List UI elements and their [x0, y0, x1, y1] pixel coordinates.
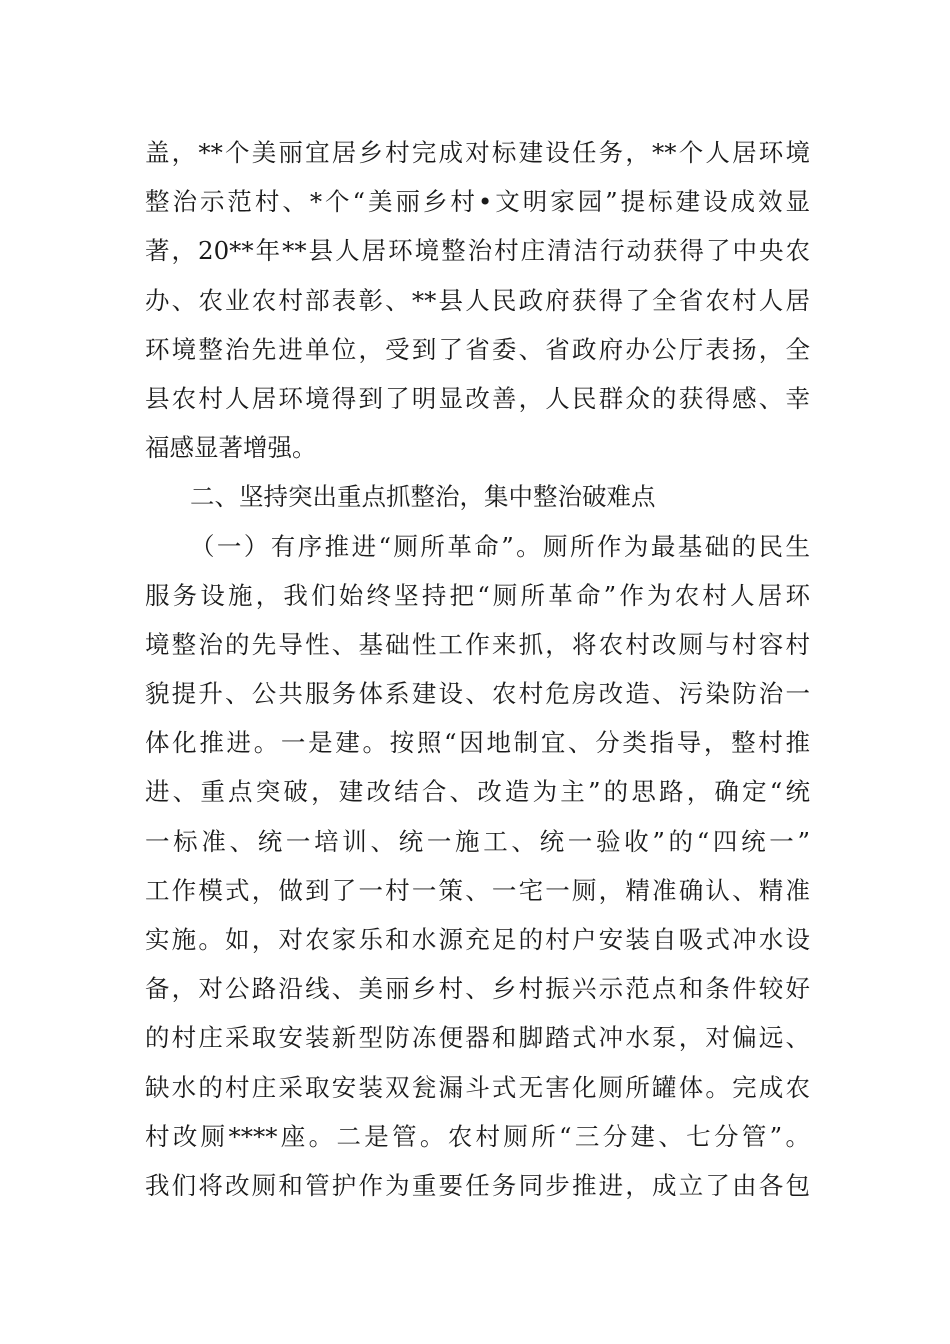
- text-line-18: 备，对公路沿线、美丽乡村、乡村振兴示范点和条件较好: [145, 974, 810, 1004]
- text-line-11: 境整治的先导性、基础性工作来抓，将农村改厕与村容村: [145, 629, 810, 659]
- text-line-4: 办、农业农村部表彰、**县人民政府获得了全省农村人居: [145, 285, 810, 315]
- text-line-1: 盖，**个美丽宜居乡村完成对标建设任务，**个人居环境: [145, 138, 810, 167]
- text-line-2: 整治示范村、*个“美丽乡村•文明家园”提标建设成效显: [145, 187, 810, 217]
- text-line-20: 缺水的村庄采取安装双瓮漏斗式无害化厕所罐体。完成农: [145, 1072, 810, 1102]
- text-line-13: 体化推进。一是建。按照“因地制宜、分类指导，整村推: [145, 728, 810, 758]
- text-line-5: 环境整治先进单位，受到了省委、省政府办公厅表扬，全: [145, 334, 810, 364]
- text-line-22: 我们将改厕和管护作为重要任务同步推进，成立了由各包: [145, 1170, 810, 1200]
- section-heading: 二、坚持突出重点抓整治，集中整治破难点: [190, 482, 656, 512]
- text-line-21: 村改厕****座。二是管。农村厕所“三分建、七分管”。: [145, 1121, 810, 1151]
- text-line-14: 进、重点突破，建改结合、改造为主”的思路，确定“统: [145, 777, 810, 807]
- text-line-12: 貌提升、公共服务体系建设、农村危房改造、污染防治一: [145, 679, 810, 709]
- body-text: [145, 128, 810, 1210]
- text-line-19: 的村庄采取安装新型防冻便器和脚踏式冲水泵，对偏远、: [145, 1023, 810, 1053]
- text-line-6: 县农村人居环境得到了明显改善，人民群众的获得感、幸: [145, 383, 810, 413]
- subsection-heading-line: （一）有序推进“厕所革命”。厕所作为最基础的民生: [190, 531, 810, 561]
- text-line-15: 一标准、统一培训、统一施工、统一验收”的“四统一”: [145, 826, 810, 856]
- text-line-10: 服务设施，我们始终坚持把“厕所革命”作为农村人居环: [145, 580, 810, 610]
- text-line-16: 工作模式，做到了一村一策、一宅一厕，精准确认、精准: [145, 875, 810, 905]
- text-line-7: 福感显著增强。: [145, 433, 317, 463]
- text-line-3: 著，20**年**县人居环境整治村庄清洁行动获得了中央农: [145, 236, 810, 266]
- text-line-17: 实施。如，对农家乐和水源充足的村户安装自吸式冲水设: [145, 925, 810, 954]
